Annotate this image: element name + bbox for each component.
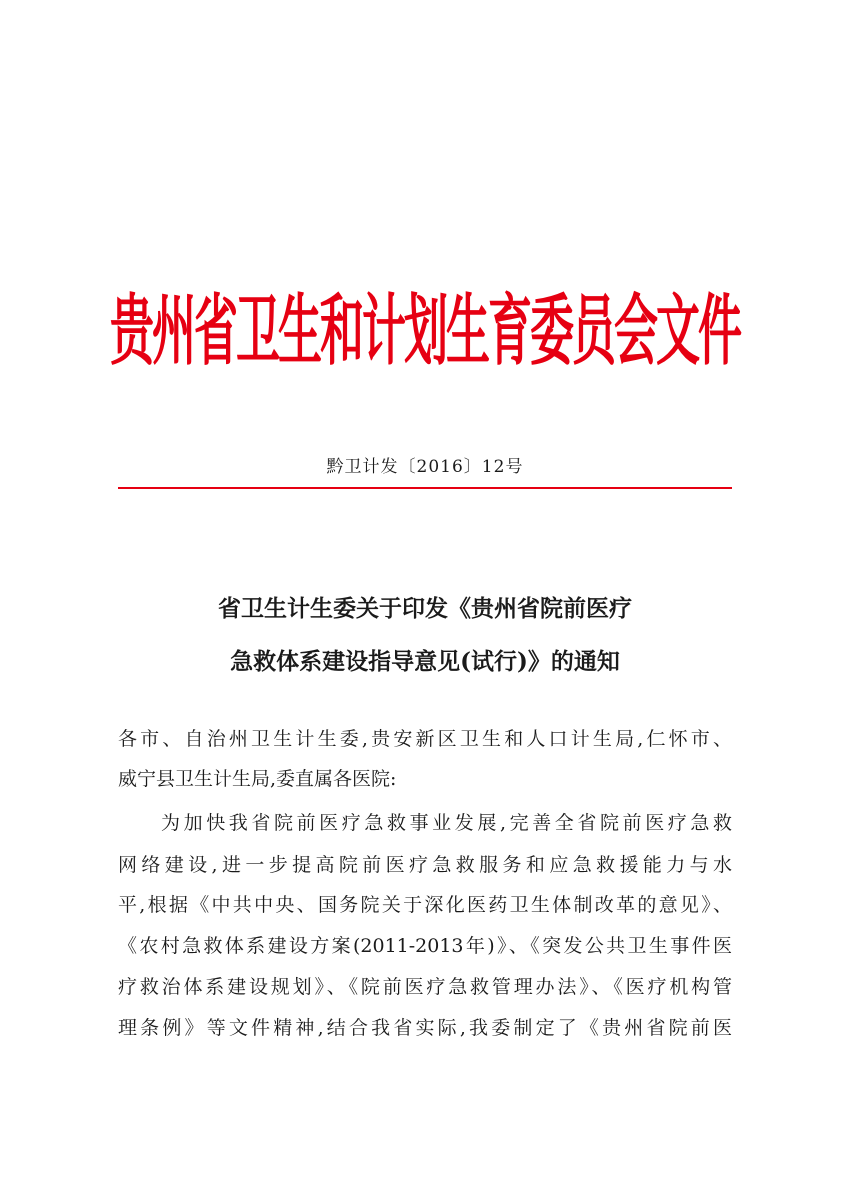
notice-title-line-2: 急救体系建设指导意见(试行)》的通知 (230, 648, 620, 675)
body-line: 理条例》等文件精神,结合我省实际,我委制定了《贵州省院前医 (118, 1017, 732, 1039)
red-divider-line (118, 487, 732, 489)
issuer-header-title: 贵州省卫生和计划生育委员会文件 (110, 287, 740, 377)
body-line: 为加快我省院前医疗急救事业发展,完善全省院前医疗急救 (161, 812, 732, 834)
notice-title-line-1: 省卫生计生委关于印发《贵州省院前医疗 (218, 595, 632, 622)
body-line: 疗救治体系建设规划》、《院前医疗急救管理办法》、《医疗机构管 (118, 976, 732, 998)
body-line: 威宁县卫生计生局,委直属各医院: (118, 768, 397, 790)
body-line: 网络建设,进一步提高院前医疗急救服务和应急救援能力与水 (118, 854, 732, 876)
document-number: 黔卫计发〔2016〕12号 (326, 457, 524, 477)
body-line: 各市、自治州卫生计生委,贵安新区卫生和人口计生局,仁怀市、 (118, 728, 732, 750)
body-line: 平,根据《中共中央、国务院关于深化医药卫生体制改革的意见》、 (118, 894, 732, 916)
body-line: 《农村急救体系建设方案(2011-2013年)》、《突发公共卫生事件医 (118, 935, 732, 957)
